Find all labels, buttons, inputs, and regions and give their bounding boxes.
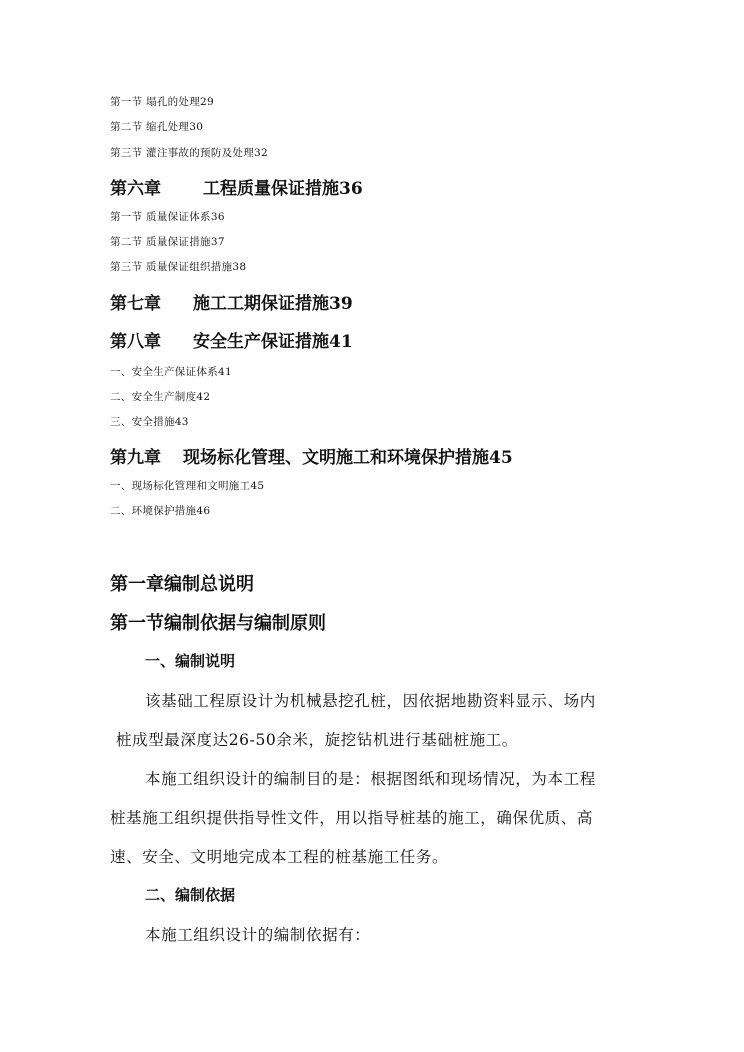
toc-entry[interactable]: 第一节 塌孔的处理29 — [110, 96, 214, 108]
paragraph-line: 本施工组织设计的编制目的是：根据图纸和现场情况，为本工程 — [145, 770, 596, 788]
toc-chapter-label: 第七章 — [110, 294, 161, 314]
paragraph-line: 本施工组织设计的编制依据有： — [145, 926, 371, 944]
toc-entry[interactable]: 第二节 质量保证措施37 — [110, 236, 225, 248]
toc-chapter-entry[interactable] — [110, 327, 353, 352]
toc-entry[interactable]: 第二节 缩孔处理30 — [110, 121, 204, 133]
toc-chapter-label: 第八章 — [110, 332, 161, 352]
toc-entry[interactable]: 一、安全生产保证体系41 — [110, 366, 232, 378]
chapter-title: 第一章编制总说明 — [110, 574, 254, 595]
toc-chapter-entry[interactable] — [110, 289, 353, 314]
toc-entry[interactable]: 二、安全生产制度42 — [110, 391, 211, 403]
paragraph-line: 该基础工程原设计为机械悬挖孔桩，因依据地勘资料显示、场内 — [145, 692, 596, 710]
subsection-title: 一、编制说明 — [145, 652, 236, 670]
toc-entry[interactable]: 第一节 质量保证体系36 — [110, 211, 225, 223]
toc-entry[interactable]: 一、现场标化管理和文明施工45 — [110, 480, 265, 492]
subsection-title: 二、编制依据 — [145, 886, 236, 904]
toc-entry[interactable]: 第三节 灌注事故的预防及处理32 — [110, 147, 268, 159]
toc-entry[interactable]: 三、安全措施43 — [110, 416, 189, 428]
toc-entry[interactable]: 第三节 质量保证组织措施38 — [110, 261, 247, 273]
toc-chapter-entry[interactable] — [110, 443, 513, 468]
toc-chapter-title: 工程质量保证措施36 — [203, 179, 363, 199]
toc-chapter-label: 第六章 — [110, 179, 161, 199]
section-title: 第一节编制依据与编制原则 — [110, 613, 326, 634]
toc-chapter-title: 施工工期保证措施39 — [193, 294, 353, 314]
toc-chapter-entry[interactable] — [110, 174, 363, 199]
toc-chapter-title: 安全生产保证措施41 — [193, 332, 353, 352]
paragraph-line: 速、安全、文明地完成本工程的桩基施工任务。 — [110, 848, 449, 866]
paragraph-line: 桩成型最深度达26-50余米，旋挖钻机进行基础桩施工。 — [116, 731, 518, 749]
toc-chapter-title: 现场标化管理、文明施工和环境保护措施45 — [183, 448, 513, 468]
toc-entry[interactable]: 二、环境保护措施46 — [110, 505, 211, 517]
toc-chapter-label: 第九章 — [110, 448, 161, 468]
paragraph-line: 桩基施工组织提供指导性文件，用以指导桩基的施工，确保优质、高 — [110, 809, 594, 827]
